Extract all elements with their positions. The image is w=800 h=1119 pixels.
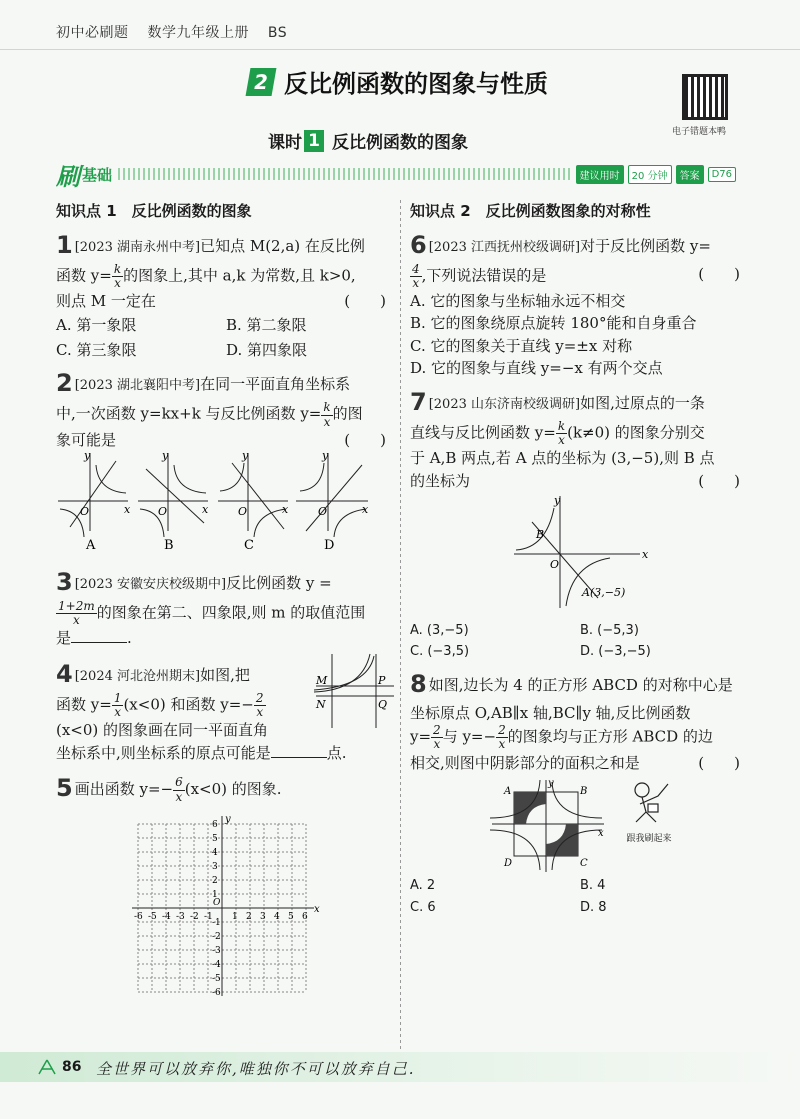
- q1-line2b: 的图象上,其中 a,k 为常数,且 k>0,: [123, 266, 356, 285]
- lesson-prefix: 课时: [268, 133, 302, 153]
- x-tick-label: 6: [302, 912, 308, 922]
- section-number: 2: [246, 68, 277, 96]
- knowledge-point-1: 知识点 1 反比例函数的图象: [56, 202, 252, 220]
- option-a[interactable]: A. 它的图象与坐标轴永远不相交: [410, 291, 626, 310]
- q8-frac1-den: x: [433, 737, 441, 752]
- y-tick-label: -6: [212, 988, 221, 998]
- q7-options: [410, 621, 750, 662]
- q2-frac-num: k: [323, 400, 331, 415]
- answer-blank[interactable]: [271, 757, 327, 758]
- option-c[interactable]: C. 第三象限: [56, 340, 137, 359]
- band-jichu: 基础: [82, 165, 113, 184]
- vertex-b: B: [580, 786, 588, 798]
- axis-label: x: [642, 548, 649, 562]
- q5-line1b: (x<0) 的图象.: [184, 780, 282, 798]
- x-tick-label: 4: [274, 912, 280, 922]
- question-source: [2023 湖南永州中考]: [74, 239, 201, 255]
- x-tick-label: -3: [176, 912, 185, 922]
- q1-frac-den: x: [114, 275, 121, 290]
- axis-label: y: [162, 451, 169, 463]
- q6-fraction: [410, 263, 422, 290]
- graph-label-d[interactable]: D: [324, 538, 335, 552]
- y-tick-label: -3: [212, 946, 221, 956]
- y-tick-label: 3: [212, 862, 218, 872]
- x-tick-label: -2: [190, 912, 199, 922]
- q2-fraction: [321, 401, 332, 428]
- page-number-block: [36, 1058, 81, 1076]
- q1-frac-num: k: [113, 261, 122, 276]
- graph-label-c[interactable]: C: [244, 538, 254, 552]
- answer-page: D76: [708, 167, 736, 182]
- cartoon: [624, 778, 674, 846]
- q4-fraction-1: [112, 692, 124, 719]
- q3-line2: 的图象在第二、四象限,则 m 的取值范围: [96, 603, 366, 622]
- q4-line4a: 坐标系中,则坐标系的原点可能是: [56, 743, 271, 762]
- point-q: Q: [378, 697, 388, 711]
- x-tick-label: -5: [148, 912, 157, 922]
- answer-blank[interactable]: [71, 642, 127, 643]
- x-tick-label: 1: [232, 912, 238, 922]
- compass-icon: [36, 1058, 58, 1076]
- option-b[interactable]: B. (−5,3): [580, 622, 639, 638]
- q1-line2a: 函数 y=: [56, 266, 112, 285]
- q8-options: [410, 876, 750, 917]
- axis-label: x: [362, 503, 369, 517]
- q8-frac2-den: x: [498, 737, 506, 752]
- book-subject: 数学九年级上册: [147, 25, 249, 41]
- y-tick-label: -1: [212, 918, 221, 928]
- question-source: [2023 湖北襄阳中考]: [74, 378, 201, 394]
- q6-line2: ,下列说法错误的是: [421, 266, 547, 285]
- origin-label: O: [80, 505, 90, 519]
- q8-line4: 相交,则图中阴影部分的面积之和是: [410, 753, 640, 772]
- y-tick-label: 6: [212, 820, 218, 830]
- question-5: [56, 770, 396, 1005]
- lesson-title: [268, 128, 468, 153]
- q7-line2b: (k≠0) 的图象分别交: [567, 423, 705, 442]
- q8-line3c: 的图象均与正方形 ABCD 的边: [507, 727, 713, 746]
- q1-options: [56, 314, 396, 361]
- q4-line2b: (x<0) 和函数 y=−: [123, 695, 254, 714]
- answer-paren[interactable]: ( ): [698, 753, 740, 772]
- y-tick-label: 2: [212, 876, 218, 886]
- option-c[interactable]: C. 它的图象关于直线 y=±x 对称: [410, 336, 633, 355]
- x-tick-label: -4: [162, 912, 171, 922]
- q7-frac-num: k: [557, 418, 566, 433]
- option-b[interactable]: B. 它的图象绕原点旋转 180°能和自身重合: [410, 314, 697, 333]
- book-edition: BS: [267, 25, 288, 41]
- q8-fraction-2: [496, 724, 508, 751]
- q8-frac2-num: 2: [498, 723, 506, 738]
- point-b: B: [536, 528, 545, 542]
- band-dots: [118, 168, 572, 180]
- question-2: [56, 365, 396, 557]
- answer-paren[interactable]: ( ): [344, 291, 386, 310]
- option-d[interactable]: D. (−3,−5): [580, 644, 651, 660]
- q7-line4: 的坐标为: [410, 471, 471, 490]
- y-tick-label: -4: [212, 960, 221, 970]
- option-b[interactable]: B. 第二象限: [226, 316, 307, 335]
- question-1: [56, 227, 396, 362]
- graph-label-a[interactable]: A: [86, 538, 96, 552]
- q6-frac-den: x: [412, 275, 420, 290]
- right-column: [410, 200, 750, 921]
- answer-label: 答案: [676, 165, 704, 184]
- point-n: N: [316, 697, 326, 711]
- question-6: [410, 227, 750, 380]
- option-d[interactable]: D. 第四象限: [226, 340, 308, 359]
- q4-frac2-num: 2: [255, 690, 264, 705]
- question-source: [2023 安徽安庆校级期中]: [74, 576, 227, 592]
- question-7: [410, 384, 750, 662]
- origin-label: O: [550, 558, 560, 572]
- question-number: 4: [56, 659, 73, 688]
- y-axis-label: y: [225, 814, 231, 825]
- y-tick-label: -5: [212, 974, 221, 984]
- page-header: [0, 0, 800, 50]
- q6-frac-num: 4: [412, 261, 420, 276]
- point-p: P: [378, 673, 386, 687]
- time-label: 建议用时: [576, 165, 624, 184]
- q8-frac1-num: 2: [433, 723, 441, 738]
- axis-label: y: [554, 494, 561, 508]
- option-a[interactable]: A. 第一象限: [56, 316, 137, 335]
- lesson-title-text: 反比例函数的图象: [332, 133, 468, 153]
- q4-frac2-den: x: [256, 704, 264, 719]
- q8-square-graph: [488, 778, 608, 874]
- q4-frac1-den: x: [114, 704, 122, 719]
- q2-line1: 在同一平面直角坐标系: [200, 375, 351, 394]
- x-tick-label: 2: [246, 912, 252, 922]
- question-number: 8: [410, 669, 427, 698]
- q2-line2a: 中,一次函数 y=kx+k 与反比例函数 y=: [56, 405, 322, 424]
- q3-frac-num: 1+2m: [58, 598, 95, 613]
- q4-line4b: 点.: [326, 743, 347, 762]
- option-d[interactable]: D. 8: [580, 899, 607, 915]
- x-tick-label: -6: [134, 912, 143, 922]
- q4-graph: [312, 650, 396, 730]
- q3-fraction: [56, 600, 97, 627]
- option-c[interactable]: C. 6: [410, 899, 436, 915]
- x-axis-label: x: [314, 904, 320, 915]
- question-number: 5: [56, 774, 73, 802]
- q8-fraction-1: [431, 724, 443, 751]
- vertex-d: D: [504, 858, 513, 870]
- origin-label: O: [158, 505, 168, 519]
- q8-line3a: y=: [410, 727, 432, 746]
- axis-label: x: [598, 828, 604, 840]
- question-number: 2: [56, 369, 73, 398]
- column-divider: [400, 200, 401, 1050]
- q2-line2b: 的图: [332, 405, 363, 424]
- q4-line3: (x<0) 的图象画在同一平面直角: [56, 721, 269, 739]
- q4-line2a: 函数 y=: [56, 695, 112, 714]
- point-m: M: [316, 673, 328, 687]
- question-3: 3 [2023 安徽安庆校级期中]反比例函数 y = $\frac{1+2m}{x}$ 的图象在第二、四象限,则 m 的取值范围 是 .: [56, 567, 366, 648]
- q7-frac-den: x: [558, 433, 565, 448]
- axis-label: y: [548, 778, 554, 790]
- axis-label: y: [242, 451, 249, 463]
- q7-line2a: 直线与反比例函数 y=: [410, 423, 556, 442]
- q8-line1: 如图,边长为 4 的正方形 ABCD 的对称中心是: [428, 675, 733, 694]
- q5-coordinate-grid[interactable]: [122, 812, 322, 998]
- y-tick-label: 1: [212, 890, 218, 900]
- option-c[interactable]: C. (−3,5): [410, 644, 470, 660]
- question-source: [2023 山东济南校级调研]: [428, 396, 581, 412]
- q3-line3: 是: [56, 629, 72, 648]
- qr-code-icon[interactable]: [682, 74, 728, 120]
- q5-fraction: [173, 776, 185, 803]
- point-a: A(3,−5): [582, 586, 626, 600]
- question-number: 1: [56, 230, 73, 259]
- header-text: [56, 22, 301, 42]
- q1-fraction: [112, 263, 123, 290]
- question-number: 7: [410, 387, 427, 416]
- axis-label: y: [322, 451, 329, 463]
- answer-paren[interactable]: ( ): [344, 430, 386, 449]
- footer-motto: 全世界可以放弃你,唯独你不可以放弃自己.: [96, 1060, 416, 1078]
- question-number: 3: [56, 567, 73, 596]
- x-tick-label: 5: [288, 912, 294, 922]
- q3-line1: 反比例函数 y =: [226, 573, 332, 592]
- page-number: 86: [62, 1059, 82, 1075]
- q8-line2: 坐标原点 O,AB∥x 轴,BC∥y 轴,反比例函数: [410, 703, 691, 722]
- axis-label: y: [84, 451, 91, 463]
- x-tick-label: 3: [260, 912, 266, 922]
- y-tick-label: 4: [212, 848, 218, 858]
- origin-label: O: [213, 898, 221, 908]
- q3-frac-den: x: [72, 612, 80, 627]
- q4-frac1-num: 1: [113, 690, 122, 705]
- option-a[interactable]: A. 2: [410, 878, 436, 894]
- graph-label-b[interactable]: B: [164, 538, 174, 552]
- question-4: [56, 656, 396, 764]
- section-title-text: 反比例函数的图象与性质: [284, 70, 548, 98]
- q7-fraction: [556, 420, 567, 447]
- answer-paren[interactable]: ( ): [698, 471, 740, 490]
- band-shua: 刷: [56, 162, 80, 191]
- q4-fraction-2: [254, 692, 266, 719]
- y-tick-label: 5: [212, 834, 218, 844]
- left-column: [56, 200, 396, 1009]
- vertex-c: C: [580, 858, 588, 870]
- answer-paren[interactable]: ( ): [698, 264, 740, 283]
- origin-label: O: [238, 505, 248, 519]
- option-a[interactable]: A. (3,−5): [410, 622, 469, 638]
- cartoon-mascot-icon: [624, 778, 674, 826]
- q8-line3b: 与 y=−: [442, 727, 497, 746]
- q1-line3: 则点 M 一定在: [56, 291, 156, 310]
- q1-line1: 已知点 M(2,a) 在反比例: [200, 236, 365, 255]
- q4-line1: 如图,把: [200, 665, 250, 684]
- section-title: [248, 64, 548, 99]
- cartoon-caption: 跟我刷起来: [626, 833, 672, 844]
- q7-graph: [510, 492, 650, 612]
- knowledge-point-2: 知识点 2 反比例函数图象的对称性: [410, 202, 651, 220]
- question-8: [410, 666, 750, 917]
- q7-line1: 如图,过原点的一条: [580, 393, 705, 412]
- q5-frac-den: x: [175, 789, 183, 804]
- lesson-number: 1: [304, 130, 324, 152]
- time-value: 20 分钟: [628, 165, 672, 184]
- vertex-a: A: [504, 786, 512, 798]
- q2-option-graphs: [56, 451, 376, 551]
- q5-frac-num: 6: [175, 775, 183, 790]
- y-tick-label: -2: [212, 932, 221, 942]
- option-b[interactable]: B. 4: [580, 878, 606, 894]
- question-source: [2023 江西抚州校级调研]: [428, 239, 581, 255]
- question-source: [2024 河北沧州期末]: [74, 668, 201, 684]
- axis-label: x: [124, 503, 131, 517]
- origin-label: O: [318, 505, 328, 519]
- question-number: 6: [410, 230, 427, 259]
- basic-band: [56, 160, 736, 191]
- option-d[interactable]: D. 它的图象与直线 y=−x 有两个交点: [410, 359, 663, 378]
- x-tick-label: -1: [204, 912, 213, 922]
- axis-label: x: [202, 503, 209, 517]
- q2-line3: 象可能是: [56, 430, 117, 449]
- book-series: 初中必刷题: [56, 25, 129, 41]
- axis-label: x: [282, 503, 289, 517]
- q2-frac-den: x: [323, 414, 331, 429]
- q5-line1a: 画出函数 y=−: [74, 780, 174, 798]
- qr-caption: 电子错题本鸭: [672, 127, 727, 137]
- q7-line3: 于 A,B 两点,若 A 点的坐标为 (3,−5),则 B 点: [410, 449, 715, 468]
- q6-line1: 对于反比例函数 y=: [580, 236, 711, 255]
